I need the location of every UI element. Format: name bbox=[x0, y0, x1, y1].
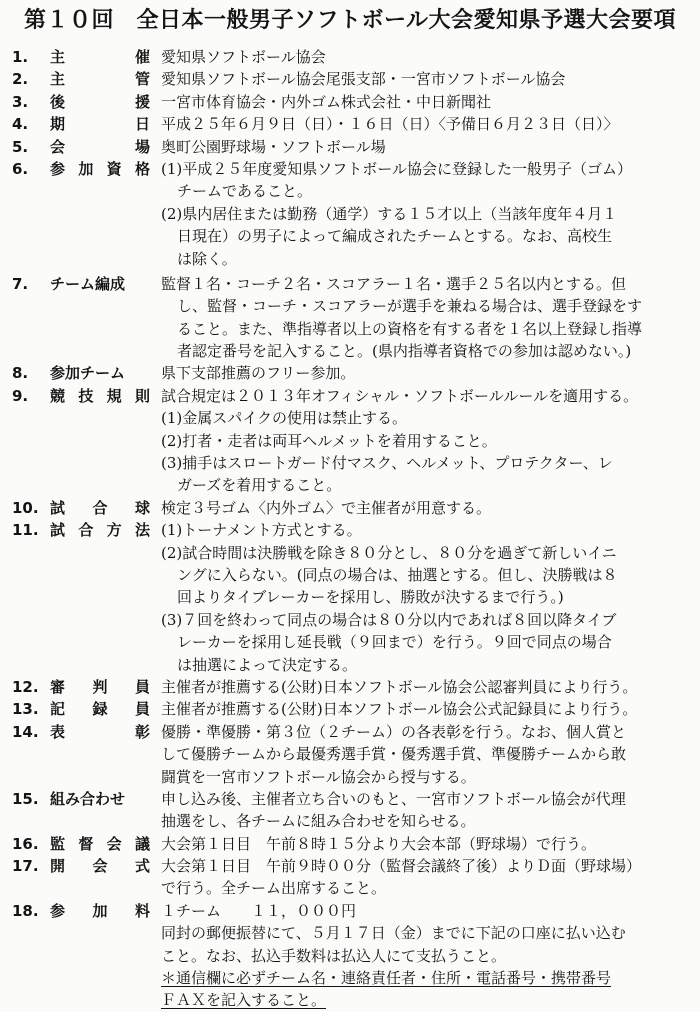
item-heading: 試合球 bbox=[50, 498, 150, 517]
outline-item bbox=[0, 91, 700, 113]
item-heading: 組み合わせ bbox=[50, 789, 126, 808]
content-line: １チーム １１，０００円 bbox=[161, 901, 357, 920]
item-heading: 会場 bbox=[50, 137, 150, 156]
item-number: 15. bbox=[12, 789, 39, 808]
outline-list bbox=[0, 46, 700, 1012]
item-content bbox=[161, 91, 691, 113]
item-heading: 試合方法 bbox=[50, 521, 150, 540]
content-line: 優勝・準優勝・第３位（２チーム）の各表彰を行う。なお、個人賞と bbox=[161, 722, 627, 741]
content-line: 大会第１日目 午前８時１５分より大会本部（野球場）で行う。 bbox=[161, 834, 597, 853]
item-content bbox=[161, 362, 691, 384]
item-heading: 期日 bbox=[50, 115, 150, 134]
item-label bbox=[12, 833, 150, 855]
outline-item bbox=[0, 721, 700, 788]
content-line: ングに入らない。(同点の場合は、抽選とする。但し、決勝戦は８ bbox=[177, 565, 618, 584]
item-content bbox=[161, 497, 691, 519]
item-content bbox=[161, 676, 691, 698]
content-line: (1)金属スパイクの使用は禁止する。 bbox=[161, 409, 407, 428]
item-content bbox=[161, 900, 691, 1012]
content-line: 大会第１日目 午前９時００分（監督会議終了後）よりＤ面（野球場） bbox=[161, 857, 642, 876]
content-line: し、監督・コーチ・スコアラーが選手を兼ねる場合は、選手登録をす bbox=[177, 297, 643, 316]
item-label bbox=[12, 855, 150, 877]
content-line: 回よりタイブレーカーを採用し、勝敗が決するまで行う。) bbox=[177, 588, 564, 607]
item-heading: 記録員 bbox=[50, 700, 150, 719]
item-label bbox=[12, 900, 150, 922]
item-label bbox=[12, 385, 150, 407]
item-heading: 開会式 bbox=[50, 857, 150, 876]
item-label bbox=[12, 362, 150, 384]
item-content bbox=[161, 158, 691, 270]
item-number: 5. bbox=[12, 137, 29, 156]
item-number: 1. bbox=[12, 48, 29, 66]
item-heading: 参加料 bbox=[50, 901, 150, 920]
content-line: (3)７回を終わって同点の場合は８０分以内であれば８回以降タイブ bbox=[161, 610, 617, 629]
content-line: (1)平成２５年度愛知県ソフトボール協会に登録した一般男子（ゴム） bbox=[161, 159, 632, 178]
item-number: 11. bbox=[12, 521, 39, 540]
content-line: ガーズを着用すること。 bbox=[177, 476, 342, 495]
item-label bbox=[12, 788, 150, 810]
outline-item bbox=[0, 676, 700, 698]
outline-item bbox=[0, 497, 700, 519]
item-heading: 主管 bbox=[50, 70, 150, 89]
item-heading: 主催 bbox=[50, 48, 150, 66]
outline-item bbox=[0, 68, 700, 90]
outline-item bbox=[0, 900, 700, 1012]
content-line: 者認定番号を記入すること。(県内指導者資格での参加は認めない。) bbox=[177, 342, 632, 361]
item-label bbox=[12, 273, 150, 295]
item-number: 18. bbox=[12, 901, 39, 920]
content-line: (3)捕手はスロートガード付マスク、ヘルメット、プロテクター、レ bbox=[161, 454, 613, 473]
item-label bbox=[12, 68, 150, 90]
content-line: 愛知県ソフトボール協会 bbox=[161, 48, 326, 66]
outline-item bbox=[0, 385, 700, 497]
document-title: 第１０回 全日本一般男子ソフトボール大会愛知県予選大会要項 bbox=[23, 8, 677, 33]
item-content bbox=[161, 113, 691, 135]
content-line: は抽選によって決定する。 bbox=[177, 655, 358, 674]
content-line: 試合規定は２０１３年オフィシャル・ソフトボールルールを適用する。 bbox=[161, 386, 639, 405]
outline-item bbox=[0, 855, 700, 900]
item-label bbox=[12, 698, 150, 720]
item-heading: 表彰 bbox=[50, 722, 150, 741]
item-label bbox=[12, 136, 150, 158]
content-line: (2)打者・走者は両耳ヘルメットを着用すること。 bbox=[161, 431, 497, 450]
content-line: ＦＡＸを記入すること。 bbox=[161, 991, 327, 1010]
item-heading: 監督会議 bbox=[50, 834, 150, 853]
item-number: 4. bbox=[12, 115, 29, 134]
item-heading: 後援 bbox=[50, 92, 150, 111]
content-line: 抽選をし、各チームに組み合わせを知らせる。 bbox=[161, 812, 476, 831]
content-line: 監督１名・コーチ２名・スコアラー１名・選手２５名以内とする。但 bbox=[161, 274, 627, 293]
content-line: 日現在）の男子によって編成されたチームとする。なお、高校生 bbox=[177, 227, 613, 246]
content-line: 一宮市体育協会・内外ゴム株式会社・中日新聞社 bbox=[161, 92, 492, 111]
item-number: 12. bbox=[12, 677, 39, 696]
content-line: 県下支部推薦のフリー参加。 bbox=[161, 364, 356, 383]
item-number: 7. bbox=[12, 274, 29, 293]
content-line: 検定３号ゴム〈内外ゴム〉で主催者が用意する。 bbox=[161, 498, 492, 517]
content-line: 奥町公園野球場・ソフトボール場 bbox=[161, 137, 386, 156]
item-label bbox=[12, 91, 150, 113]
content-line: 申し込み後、主催者立ち合いのもと、一宮市ソフトボール協会が代理 bbox=[161, 789, 626, 808]
outline-item bbox=[0, 362, 700, 384]
content-line: して優勝チームから最優秀選手賞・優秀選手賞、準優勝チームから敢 bbox=[161, 745, 627, 764]
outline-item bbox=[0, 833, 700, 855]
item-number: 2. bbox=[12, 70, 29, 89]
item-number: 14. bbox=[12, 722, 39, 741]
outline-item bbox=[0, 46, 700, 68]
content-line: (1)トーナメント方式とする。 bbox=[161, 521, 362, 540]
item-content bbox=[161, 136, 691, 158]
item-number: 10. bbox=[12, 498, 39, 517]
item-label bbox=[12, 46, 150, 68]
content-line: ること。また、準指導者以上の資格を有する者を１名以上登録し指導 bbox=[177, 319, 643, 338]
item-content bbox=[161, 385, 691, 497]
content-line: 闘賞を一宮市ソフトボール協会から授与する。 bbox=[161, 767, 476, 786]
item-content bbox=[161, 68, 691, 90]
item-heading: 参加チーム bbox=[50, 364, 126, 383]
item-label bbox=[12, 497, 150, 519]
item-label bbox=[12, 721, 150, 743]
outline-item bbox=[0, 788, 700, 833]
content-line: こと。なお、払込手数料は払込人にて支払うこと。 bbox=[161, 946, 507, 965]
item-number: 3. bbox=[12, 92, 29, 111]
item-heading: 審判員 bbox=[50, 677, 150, 696]
content-line: 主催者が推薦する(公財)日本ソフトボール協会公認審判員により行う。 bbox=[161, 677, 638, 696]
item-label bbox=[12, 676, 150, 698]
item-label bbox=[12, 519, 150, 541]
content-line: チームであること。 bbox=[177, 182, 313, 201]
outline-item bbox=[0, 136, 700, 158]
item-content bbox=[161, 855, 691, 900]
outline-item bbox=[0, 519, 700, 676]
content-line: (2)県内居住または勤務（通学）する１５才以上（当該年度年４月１ bbox=[161, 204, 618, 223]
item-number: 13. bbox=[12, 700, 39, 719]
item-content bbox=[161, 519, 691, 676]
content-line: 同封の郵便振替にて、５月１７日（金）までに下記の口座に払い込む bbox=[161, 924, 626, 943]
item-number: 16. bbox=[12, 834, 39, 853]
item-heading: 参加資格 bbox=[50, 159, 150, 178]
content-line: は除く。 bbox=[177, 249, 237, 268]
item-content bbox=[161, 698, 691, 720]
content-line: 平成２５年６月９日（日）・１６日（日）〈予備日６月２３日（日）〉 bbox=[161, 115, 619, 134]
item-number: 17. bbox=[12, 857, 39, 876]
content-line: レーカーを採用し延長戦（９回まで）を行う。９回で同点の場合 bbox=[177, 633, 612, 652]
item-number: 6. bbox=[12, 159, 29, 178]
item-content bbox=[161, 833, 691, 855]
item-number: 9. bbox=[12, 386, 29, 405]
content-line: ＊通信欄に必ずチーム名・連絡責任者・住所・電話番号・携帯番号 bbox=[161, 969, 612, 988]
item-content bbox=[161, 788, 691, 833]
item-number: 8. bbox=[12, 364, 29, 383]
item-content bbox=[161, 721, 691, 788]
content-line: (2)試合時間は決勝戦を除き８０分とし、８０分を過ぎて新しいイニ bbox=[161, 543, 617, 562]
item-content bbox=[161, 273, 691, 363]
item-heading: チーム編成 bbox=[50, 274, 126, 293]
item-label bbox=[12, 158, 150, 180]
outline-item bbox=[0, 698, 700, 720]
item-content bbox=[161, 46, 691, 68]
item-heading: 競技規則 bbox=[50, 386, 150, 405]
item-label bbox=[12, 113, 150, 135]
outline-item bbox=[0, 158, 700, 270]
outline-item bbox=[0, 113, 700, 135]
content-line: で行う。全チーム出席すること。 bbox=[161, 879, 387, 898]
content-line: 愛知県ソフトボール協会尾張支部・一宮市ソフトボール協会 bbox=[161, 70, 566, 89]
outline-item bbox=[0, 273, 700, 363]
content-line: 主催者が推薦する(公財)日本ソフトボール協会公式記録員により行う。 bbox=[161, 700, 638, 719]
